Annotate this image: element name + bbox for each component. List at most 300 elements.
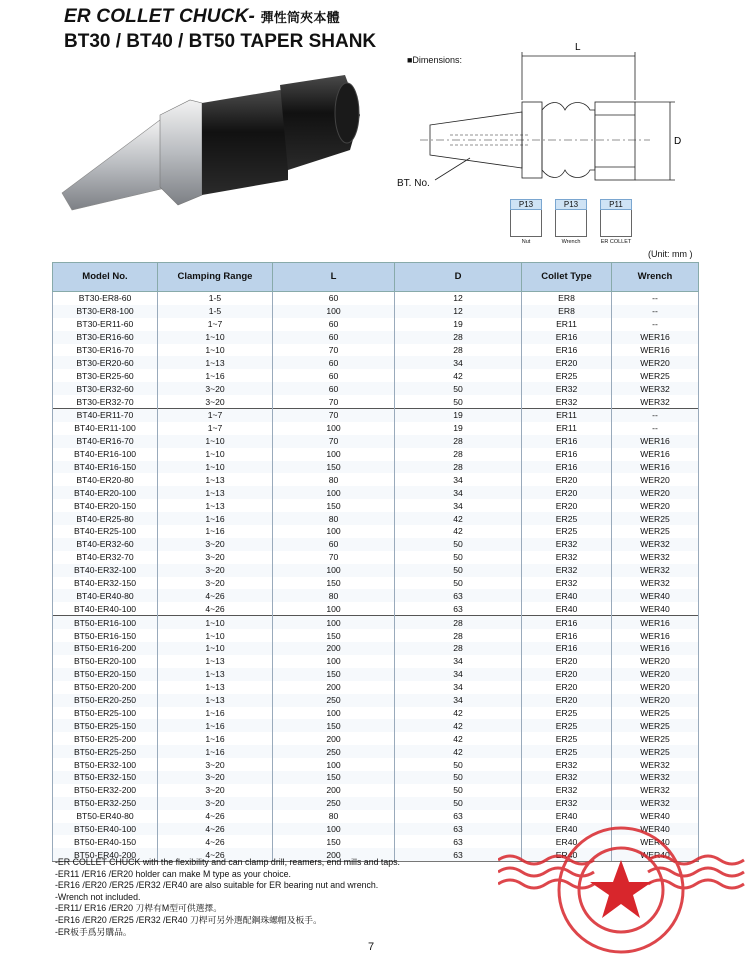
cell-l: 100 [273, 305, 395, 318]
nut-icon [510, 199, 542, 245]
cell-d: 19 [395, 409, 522, 422]
cell-model: BT40-ER32-150 [53, 577, 158, 590]
cell-wrench: WER20 [612, 499, 699, 512]
cell-model: BT50-ER40-100 [53, 823, 158, 836]
table-row [53, 719, 699, 732]
cell-wrench: WER32 [612, 758, 699, 771]
cell-clamping: 1~16 [158, 707, 273, 720]
cell-wrench: WER20 [612, 473, 699, 486]
cell-model: BT40-ER25-80 [53, 512, 158, 525]
cell-wrench: WER25 [612, 707, 699, 720]
table-row [53, 771, 699, 784]
cell-l: 100 [273, 602, 395, 615]
cell-l: 150 [273, 668, 395, 681]
cell-wrench: WER16 [612, 642, 699, 655]
title-chinese: 彈性筒夾本體 [260, 10, 340, 25]
cell-clamping: 3~20 [158, 538, 273, 551]
header-model: Model No. [53, 263, 158, 292]
cell-d: 12 [395, 292, 522, 305]
cell-wrench: WER16 [612, 629, 699, 642]
cell-clamping: 1~13 [158, 356, 273, 369]
cell-d: 34 [395, 486, 522, 499]
cell-wrench: WER16 [612, 616, 699, 629]
cell-model: BT50-ER25-150 [53, 719, 158, 732]
cell-l: 100 [273, 616, 395, 629]
cell-model: BT40-ER32-60 [53, 538, 158, 551]
cell-l: 60 [273, 538, 395, 551]
cell-model: BT50-ER25-200 [53, 732, 158, 745]
cell-model: BT50-ER16-100 [53, 616, 158, 629]
cell-model: BT50-ER40-150 [53, 835, 158, 848]
cell-wrench: WER32 [612, 564, 699, 577]
note-line: -ER11/ ER16 /ER20 刀桿有M型可供選擇。 [55, 903, 223, 914]
cell-clamping: 1-5 [158, 305, 273, 318]
cell-clamping: 1~10 [158, 435, 273, 448]
cell-wrench: WER16 [612, 461, 699, 474]
cell-l: 70 [273, 395, 395, 408]
cell-clamping: 1~7 [158, 422, 273, 435]
cell-model: BT30-ER32-60 [53, 382, 158, 395]
cell-model: BT30-ER8-60 [53, 292, 158, 305]
cell-l: 80 [273, 512, 395, 525]
cell-collet: ER20 [522, 681, 612, 694]
cell-wrench: WER32 [612, 551, 699, 564]
cell-l: 100 [273, 422, 395, 435]
cell-d: 50 [395, 382, 522, 395]
cell-collet: ER16 [522, 344, 612, 357]
table-row [53, 629, 699, 642]
title-english: ER COLLET CHUCK- [64, 6, 256, 27]
cell-collet: ER32 [522, 784, 612, 797]
cell-wrench: WER25 [612, 512, 699, 525]
cell-l: 150 [273, 499, 395, 512]
cell-collet: ER40 [522, 835, 612, 848]
cell-collet: ER11 [522, 318, 612, 331]
cell-clamping: 1~13 [158, 486, 273, 499]
cell-d: 28 [395, 344, 522, 357]
cell-wrench: WER32 [612, 771, 699, 784]
cell-wrench: WER32 [612, 382, 699, 395]
table-row [53, 681, 699, 694]
cell-wrench: WER20 [612, 668, 699, 681]
cell-model: BT50-ER32-250 [53, 797, 158, 810]
cell-d: 34 [395, 681, 522, 694]
cell-wrench: -- [612, 292, 699, 305]
dimensions-label: ■Dimensions: [407, 55, 462, 65]
cell-d: 34 [395, 356, 522, 369]
cell-collet: ER25 [522, 369, 612, 382]
cell-clamping: 1~13 [158, 694, 273, 707]
cell-collet: ER40 [522, 848, 612, 861]
table-row [53, 707, 699, 720]
cell-l: 200 [273, 681, 395, 694]
cell-d: 50 [395, 564, 522, 577]
cell-clamping: 4~26 [158, 810, 273, 823]
cell-l: 100 [273, 823, 395, 836]
dim-L: L [575, 42, 581, 53]
cell-collet: ER32 [522, 577, 612, 590]
table-row [53, 655, 699, 668]
cell-wrench: WER20 [612, 694, 699, 707]
cell-wrench: WER32 [612, 784, 699, 797]
cell-d: 50 [395, 797, 522, 810]
cell-collet: ER16 [522, 461, 612, 474]
cell-d: 42 [395, 369, 522, 382]
cell-clamping: 1~13 [158, 668, 273, 681]
cell-wrench: WER16 [612, 435, 699, 448]
cell-l: 100 [273, 655, 395, 668]
cell-d: 28 [395, 448, 522, 461]
cell-l: 80 [273, 473, 395, 486]
cell-wrench: -- [612, 318, 699, 331]
cell-wrench: WER16 [612, 344, 699, 357]
cell-clamping: 1~16 [158, 745, 273, 758]
cell-wrench: WER32 [612, 797, 699, 810]
cell-d: 19 [395, 318, 522, 331]
cell-l: 200 [273, 732, 395, 745]
cell-wrench: WER25 [612, 369, 699, 382]
cell-clamping: 3~20 [158, 395, 273, 408]
cell-collet: ER32 [522, 564, 612, 577]
cell-l: 200 [273, 642, 395, 655]
table-row [53, 448, 699, 461]
table-row [53, 344, 699, 357]
table-row [53, 292, 699, 305]
cell-d: 50 [395, 771, 522, 784]
cell-l: 250 [273, 797, 395, 810]
unit-label: (Unit: mm ) [648, 249, 693, 259]
cell-wrench: WER32 [612, 395, 699, 408]
cell-l: 80 [273, 810, 395, 823]
cell-wrench: WER20 [612, 356, 699, 369]
cell-d: 50 [395, 551, 522, 564]
note-line: -ER板手爲另購品。 [55, 926, 132, 937]
cell-d: 42 [395, 732, 522, 745]
cell-model: BT40-ER40-80 [53, 589, 158, 602]
table-row [53, 551, 699, 564]
cell-l: 60 [273, 356, 395, 369]
cell-d: 28 [395, 461, 522, 474]
header-d: D [395, 263, 522, 292]
cell-collet: ER11 [522, 422, 612, 435]
cell-model: BT40-ER11-100 [53, 422, 158, 435]
table-row [53, 784, 699, 797]
cell-wrench: WER25 [612, 732, 699, 745]
table-header-row [53, 263, 699, 292]
table-row [53, 395, 699, 408]
cell-model: BT50-ER20-100 [53, 655, 158, 668]
product-photo [60, 75, 375, 225]
cell-d: 42 [395, 745, 522, 758]
cell-clamping: 4~26 [158, 602, 273, 615]
cell-wrench: WER25 [612, 745, 699, 758]
cell-clamping: 3~20 [158, 784, 273, 797]
cell-clamping: 1-5 [158, 292, 273, 305]
cell-model: BT40-ER40-100 [53, 602, 158, 615]
cell-l: 80 [273, 589, 395, 602]
cell-l: 100 [273, 707, 395, 720]
cell-clamping: 4~26 [158, 835, 273, 848]
cell-clamping: 1~10 [158, 448, 273, 461]
cell-l: 60 [273, 369, 395, 382]
table-row [53, 616, 699, 629]
cell-l: 100 [273, 525, 395, 538]
page-title [64, 6, 340, 28]
cell-model: BT50-ER20-250 [53, 694, 158, 707]
cell-l: 100 [273, 448, 395, 461]
icon-code: P11 [600, 199, 632, 210]
cell-wrench: WER20 [612, 681, 699, 694]
cell-wrench: WER40 [612, 589, 699, 602]
cell-l: 200 [273, 784, 395, 797]
cell-l: 150 [273, 629, 395, 642]
cell-l: 60 [273, 382, 395, 395]
cell-wrench: WER25 [612, 719, 699, 732]
icon-name: ER COLLET [600, 239, 632, 245]
cell-model: BT40-ER16-150 [53, 461, 158, 474]
table-row [53, 305, 699, 318]
cell-model: BT40-ER20-150 [53, 499, 158, 512]
note-line: -ER11 /ER16 /ER20 holder can make M type as your choice. [55, 868, 291, 879]
cell-clamping: 1~16 [158, 369, 273, 382]
table-row [53, 356, 699, 369]
cell-model: BT50-ER25-250 [53, 745, 158, 758]
icon-name: Nut [521, 239, 531, 245]
cell-collet: ER16 [522, 448, 612, 461]
cell-collet: ER20 [522, 486, 612, 499]
cell-d: 50 [395, 538, 522, 551]
cell-collet: ER25 [522, 745, 612, 758]
cell-l: 150 [273, 719, 395, 732]
cell-model: BT40-ER16-70 [53, 435, 158, 448]
cell-clamping: 1~13 [158, 681, 273, 694]
cell-clamping: 3~20 [158, 382, 273, 395]
header-l: L [273, 263, 395, 292]
cell-d: 63 [395, 848, 522, 861]
cell-model: BT30-ER25-60 [53, 369, 158, 382]
cell-l: 250 [273, 745, 395, 758]
cell-d: 28 [395, 435, 522, 448]
cell-wrench: WER40 [612, 810, 699, 823]
cell-clamping: 1~10 [158, 616, 273, 629]
cell-model: BT40-ER20-80 [53, 473, 158, 486]
cell-l: 150 [273, 461, 395, 474]
cell-clamping: 1~16 [158, 719, 273, 732]
cell-model: BT50-ER32-100 [53, 758, 158, 771]
cell-d: 34 [395, 499, 522, 512]
cell-clamping: 3~20 [158, 758, 273, 771]
table-row [53, 369, 699, 382]
icon-code: P13 [510, 199, 542, 210]
cell-d: 19 [395, 422, 522, 435]
cell-clamping: 1~13 [158, 499, 273, 512]
cell-collet: ER20 [522, 356, 612, 369]
cell-collet: ER16 [522, 616, 612, 629]
cell-clamping: 1~16 [158, 512, 273, 525]
table-row [53, 331, 699, 344]
cell-collet: ER16 [522, 435, 612, 448]
cell-clamping: 1~10 [158, 461, 273, 474]
cell-wrench: WER32 [612, 577, 699, 590]
cell-d: 28 [395, 629, 522, 642]
table-row [53, 538, 699, 551]
cell-d: 63 [395, 602, 522, 615]
header-collet: Collet Type [522, 263, 612, 292]
cell-d: 42 [395, 512, 522, 525]
table-body [53, 292, 699, 862]
cell-l: 150 [273, 835, 395, 848]
cell-model: BT30-ER20-60 [53, 356, 158, 369]
cell-l: 60 [273, 292, 395, 305]
cell-d: 63 [395, 810, 522, 823]
cell-l: 70 [273, 344, 395, 357]
cell-model: BT40-ER20-100 [53, 486, 158, 499]
cell-l: 150 [273, 577, 395, 590]
cell-collet: ER20 [522, 668, 612, 681]
cell-model: BT30-ER16-60 [53, 331, 158, 344]
cell-clamping: 1~7 [158, 409, 273, 422]
cell-collet: ER40 [522, 810, 612, 823]
cell-wrench: WER32 [612, 538, 699, 551]
cell-collet: ER16 [522, 629, 612, 642]
cell-wrench: WER16 [612, 331, 699, 344]
cell-l: 100 [273, 758, 395, 771]
cell-clamping: 1~16 [158, 525, 273, 538]
notes [55, 857, 400, 938]
table-row [53, 577, 699, 590]
table-row [53, 694, 699, 707]
cell-collet: ER11 [522, 409, 612, 422]
cell-d: 42 [395, 525, 522, 538]
cell-d: 42 [395, 707, 522, 720]
cell-clamping: 4~26 [158, 823, 273, 836]
cell-collet: ER32 [522, 538, 612, 551]
cell-l: 250 [273, 694, 395, 707]
cell-d: 63 [395, 589, 522, 602]
cell-model: BT30-ER8-100 [53, 305, 158, 318]
cell-d: 50 [395, 758, 522, 771]
cell-wrench: WER20 [612, 486, 699, 499]
cell-d: 42 [395, 719, 522, 732]
cell-wrench: WER20 [612, 655, 699, 668]
cell-collet: ER16 [522, 642, 612, 655]
cell-collet: ER8 [522, 292, 612, 305]
cell-model: BT30-ER11-60 [53, 318, 158, 331]
note-line: -ER16 /ER20 /ER25 /ER32 /ER40 are also suitable for ER bearing nut and wrench. [55, 880, 379, 891]
cell-d: 34 [395, 473, 522, 486]
cell-l: 70 [273, 409, 395, 422]
table-row [53, 486, 699, 499]
cell-l: 100 [273, 486, 395, 499]
cell-collet: ER32 [522, 395, 612, 408]
dim-D: D [674, 136, 682, 147]
table-row [53, 589, 699, 602]
cell-wrench: WER16 [612, 448, 699, 461]
cell-clamping: 1~13 [158, 473, 273, 486]
cell-clamping: 1~10 [158, 344, 273, 357]
cell-l: 100 [273, 564, 395, 577]
cell-model: BT50-ER32-150 [53, 771, 158, 784]
bt-number-label: BT. No. [397, 178, 430, 189]
cell-model: BT40-ER11-70 [53, 409, 158, 422]
cell-model: BT40-ER16-100 [53, 448, 158, 461]
table-row [53, 409, 699, 422]
table-row [53, 473, 699, 486]
cell-model: BT50-ER40-80 [53, 810, 158, 823]
table-row [53, 525, 699, 538]
cell-collet: ER16 [522, 331, 612, 344]
table-row [53, 745, 699, 758]
table-row [53, 602, 699, 615]
cell-model: BT50-ER16-200 [53, 642, 158, 655]
cell-collet: ER25 [522, 732, 612, 745]
cell-collet: ER20 [522, 694, 612, 707]
table-row [53, 564, 699, 577]
cell-collet: ER32 [522, 551, 612, 564]
cell-d: 34 [395, 655, 522, 668]
cell-collet: ER20 [522, 499, 612, 512]
wrench-icon [555, 199, 587, 245]
cell-clamping: 3~20 [158, 551, 273, 564]
cell-collet: ER20 [522, 655, 612, 668]
table-row [53, 758, 699, 771]
cell-collet: ER40 [522, 823, 612, 836]
cell-d: 63 [395, 823, 522, 836]
table-row [53, 461, 699, 474]
cell-d: 12 [395, 305, 522, 318]
cell-model: BT50-ER32-200 [53, 784, 158, 797]
cell-l: 70 [273, 435, 395, 448]
table-row [53, 422, 699, 435]
cell-model: BT50-ER20-200 [53, 681, 158, 694]
cell-wrench: WER40 [612, 848, 699, 861]
cell-collet: ER8 [522, 305, 612, 318]
cell-clamping: 1~16 [158, 732, 273, 745]
note-line: -ER COLLET CHUCK with the flexibility and can clamp drill, reamers, end mills and taps. [55, 857, 400, 867]
cell-model: BT40-ER32-70 [53, 551, 158, 564]
cell-clamping: 1~10 [158, 629, 273, 642]
cell-clamping: 4~26 [158, 848, 273, 861]
cell-l: 60 [273, 318, 395, 331]
cell-clamping: 3~20 [158, 797, 273, 810]
cell-model: BT40-ER32-100 [53, 564, 158, 577]
table-row [53, 732, 699, 745]
table-row [53, 435, 699, 448]
cell-clamping: 3~20 [158, 771, 273, 784]
cell-wrench: WER40 [612, 823, 699, 836]
cell-wrench: WER40 [612, 602, 699, 615]
cell-collet: ER25 [522, 512, 612, 525]
cell-clamping: 1~13 [158, 655, 273, 668]
cell-l: 200 [273, 848, 395, 861]
cell-model: BT40-ER25-100 [53, 525, 158, 538]
cell-wrench: -- [612, 305, 699, 318]
note-line: -ER16 /ER20 /ER25 /ER32 /ER40 刀桿可另外選配鋼珠螺帽及板手。 [55, 914, 322, 925]
cell-collet: ER20 [522, 473, 612, 486]
cell-collet: ER32 [522, 797, 612, 810]
note-line: -Wrench not included. [55, 891, 141, 902]
cell-d: 28 [395, 616, 522, 629]
cell-d: 50 [395, 395, 522, 408]
cell-collet: ER25 [522, 707, 612, 720]
cell-d: 28 [395, 331, 522, 344]
cell-d: 34 [395, 694, 522, 707]
cell-collet: ER25 [522, 719, 612, 732]
table-row [53, 318, 699, 331]
cell-l: 150 [273, 771, 395, 784]
table-row [53, 382, 699, 395]
cell-model: BT50-ER16-150 [53, 629, 158, 642]
